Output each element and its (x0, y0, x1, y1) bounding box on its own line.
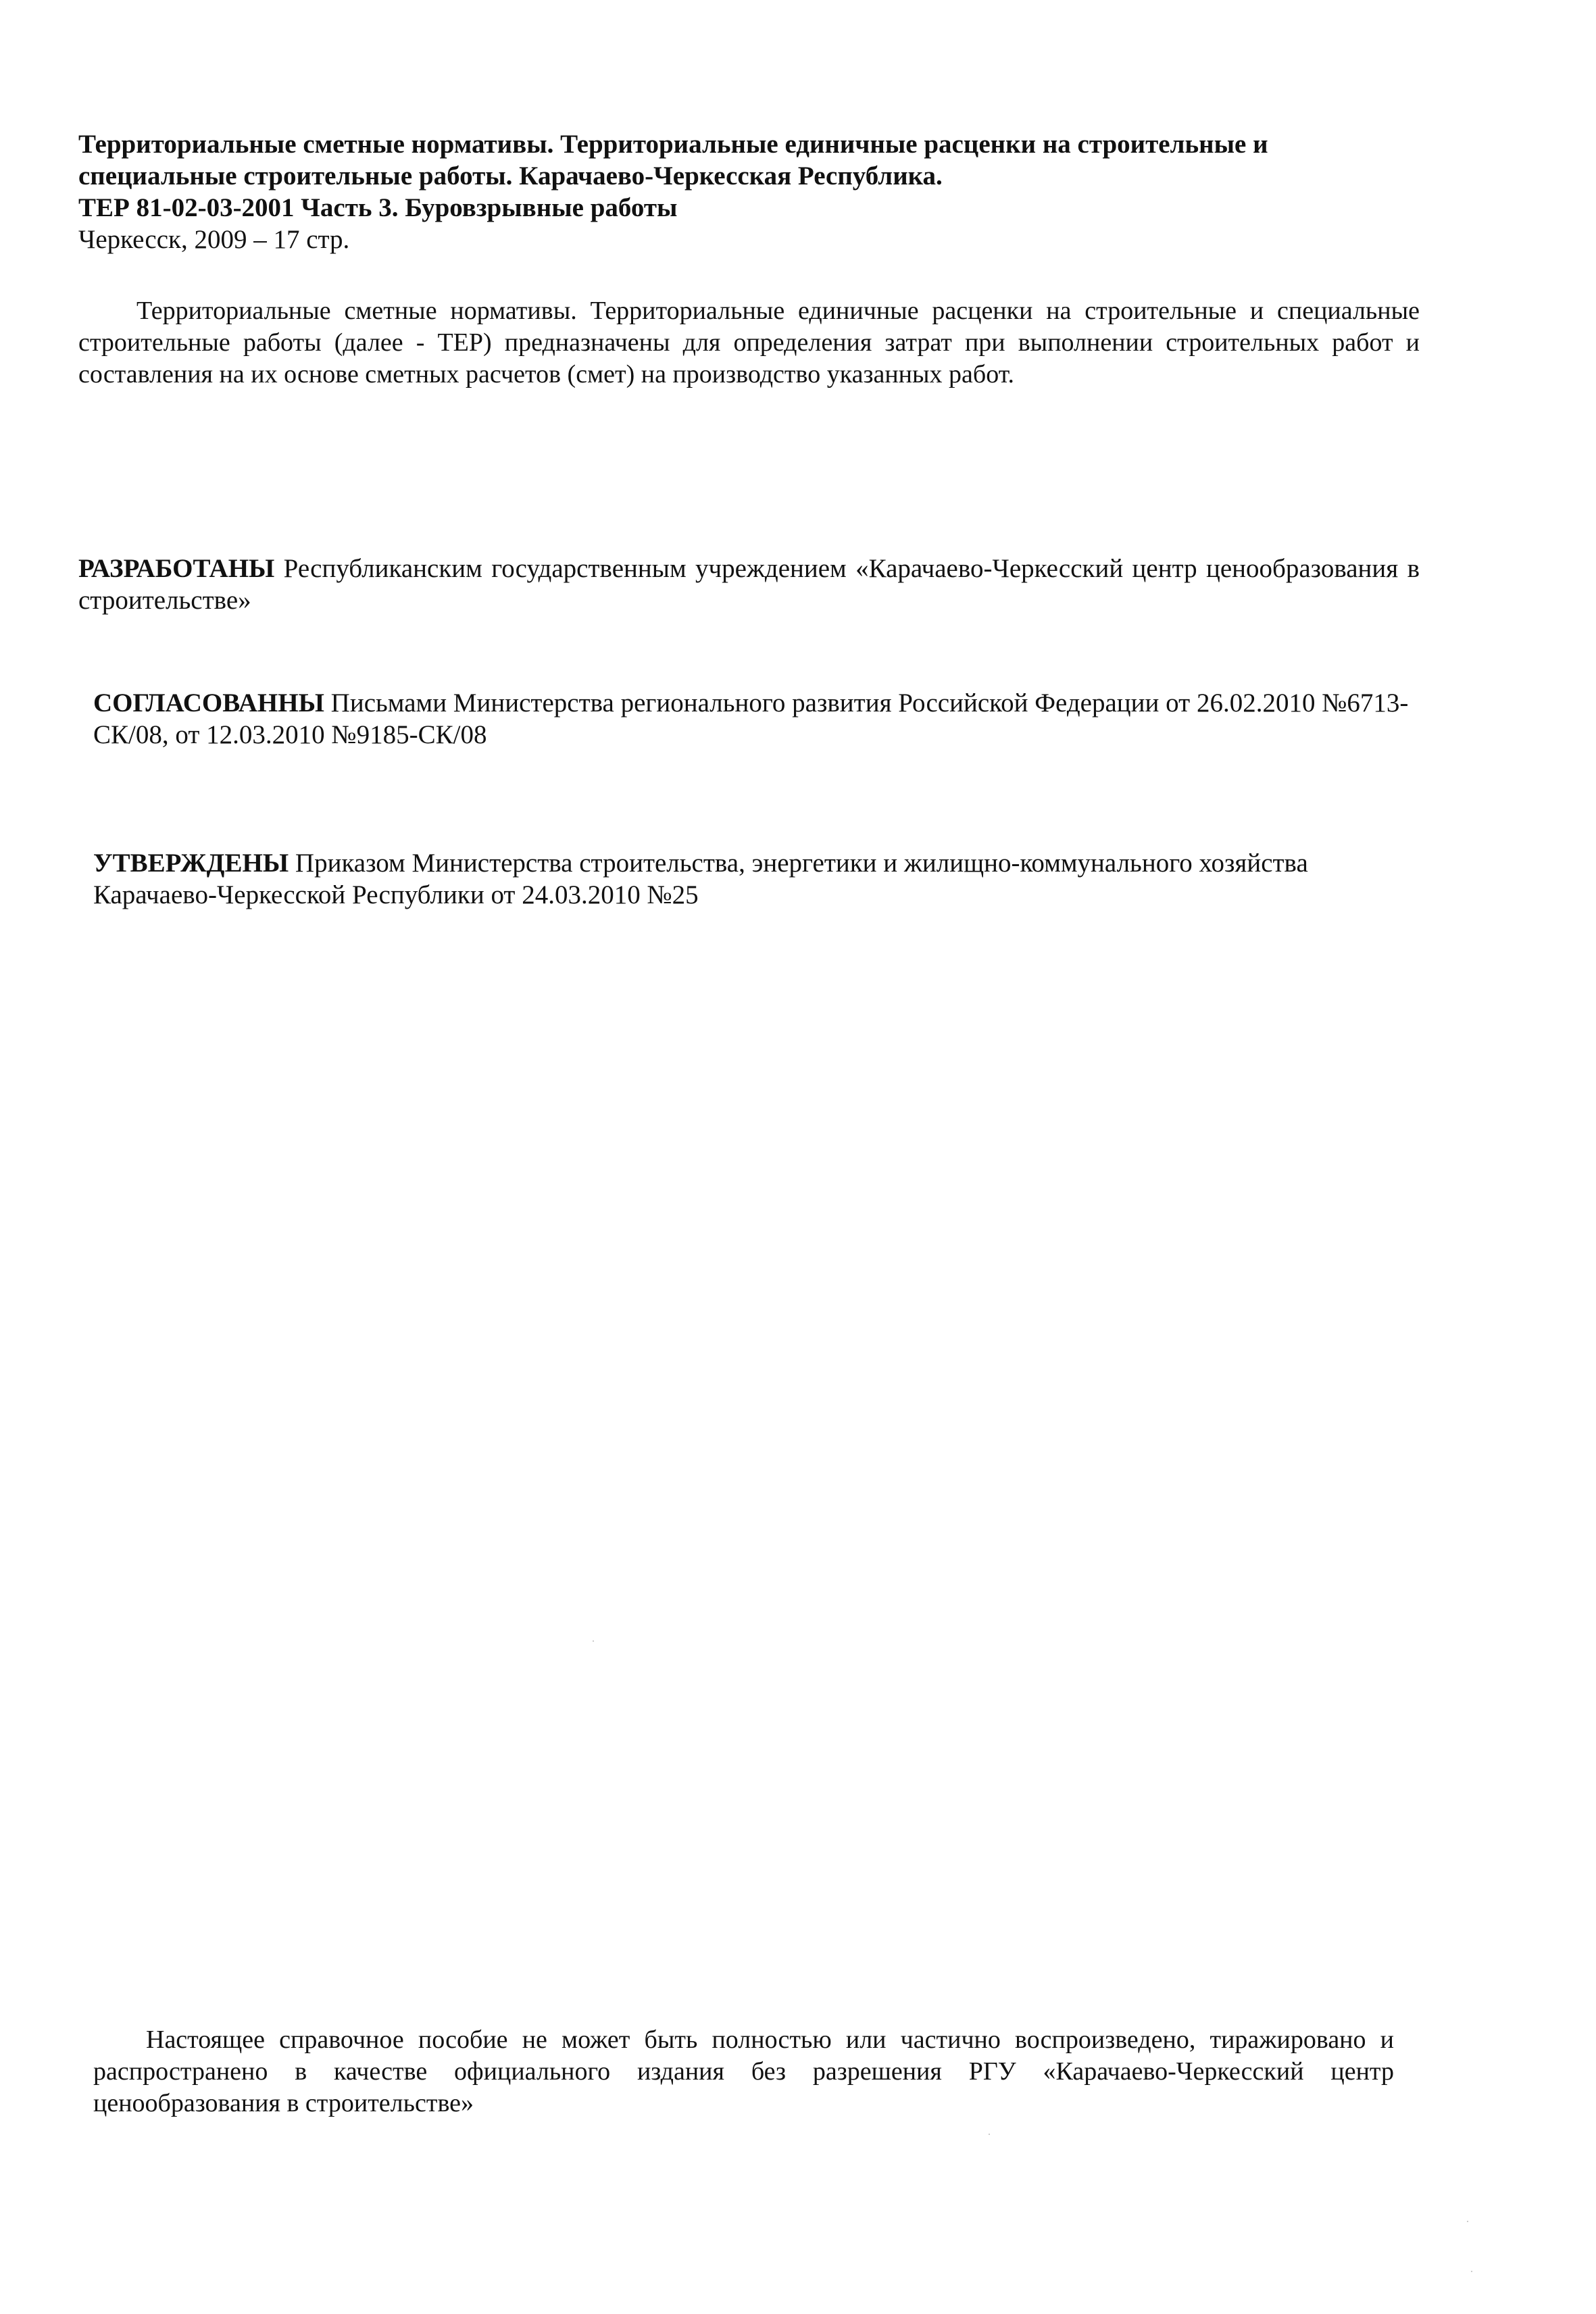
developed-paragraph (78, 553, 1420, 616)
scan-speck (1467, 2221, 1468, 2222)
agreed-paragraph (93, 687, 1418, 751)
approved-paragraph (93, 847, 1418, 911)
copyright-notice: Настоящее справочное пособие не может быть полностью или частично воспроизведено, тиражировано и распространено в качестве официального издания без разрешения РГУ «Карачаево-Черкесский центр ценообразования в строительстве» (93, 2026, 1394, 2117)
approved-text: Приказом Министерства строительства, энергетики и жилищно-коммунального хозяйства Карачаево-Черкесской Республики от 24.03.2010 №25 (93, 849, 1308, 909)
developed-text: Республиканским государственным учреждением «Карачаево-Черкесский центр ценообразования в строительстве» (78, 554, 1420, 615)
developed-keyword: РАЗРАБОТАНЫ (78, 554, 275, 583)
document-header (78, 128, 1423, 255)
approved-keyword: УТВЕРЖДЕНЫ (93, 849, 289, 878)
scan-speck (593, 1640, 594, 1642)
title-line-3: ТЕР 81-02-03-2001 Часть 3. Буровзрывные работы (78, 193, 678, 222)
agreed-keyword: СОГЛАСОВАННЫ (93, 688, 324, 718)
agreed-text: Письмами Министерства регионального развития Российской Федерации от 26.02.2010 №6713-СК/08, от 12.03.2010 №9185-СК/08 (93, 688, 1409, 749)
scan-speck (989, 2134, 990, 2135)
scan-speck (1471, 2271, 1472, 2272)
title-line-1: Территориальные сметные нормативы. Территориальные единичные расценки на строительные и (78, 130, 1268, 159)
imprint-line: Черкесск, 2009 – 17 стр. (78, 225, 350, 254)
title-line-2: специальные строительные работы. Карачаево-Черкесская Республика. (78, 161, 943, 191)
intro-paragraph: Территориальные сметные нормативы. Территориальные единичные расценки на строительные и специальные строительные работы (далее - ТЕР) предназначены для определения затрат при выполнении строительных работ и составления на их основе сметных расчетов (смет) на производство указанных работ. (78, 297, 1420, 388)
